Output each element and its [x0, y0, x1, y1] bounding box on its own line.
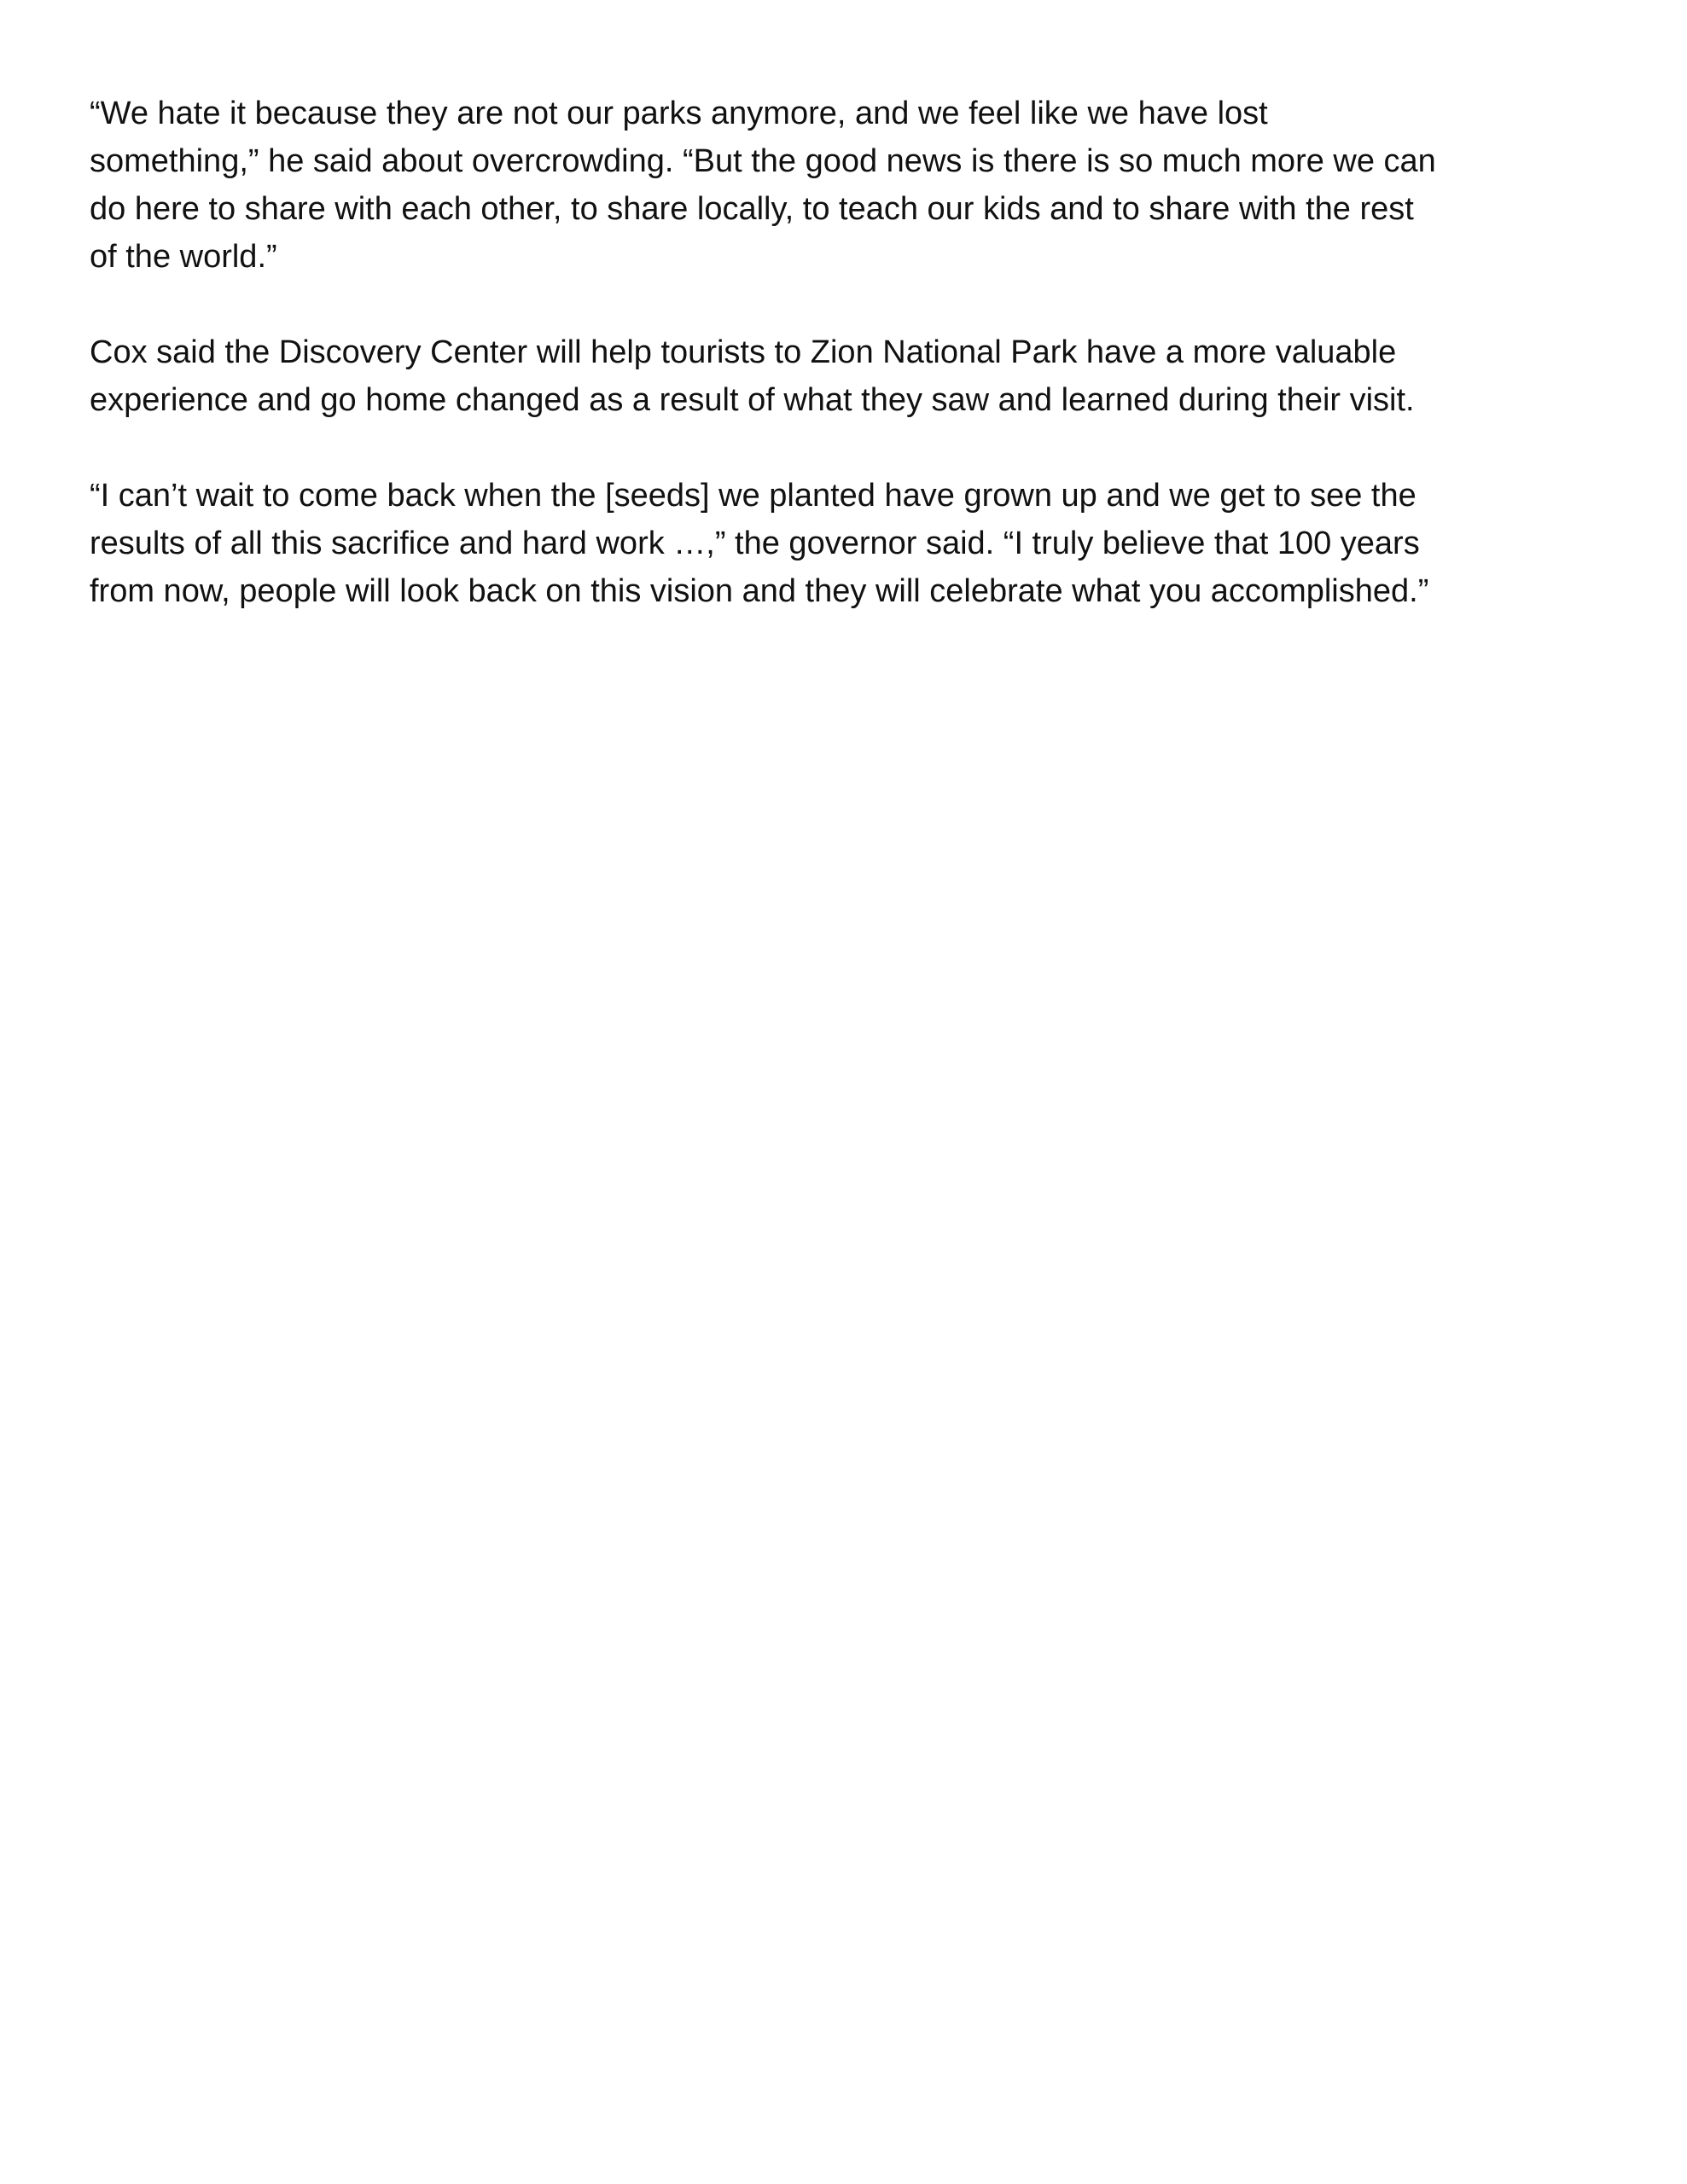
document-body [90, 90, 1608, 615]
paragraph-line: something,” he said about overcrowding. “But the good news is there is so much more we can [90, 143, 1436, 179]
paragraph-2 [90, 328, 1608, 424]
paragraph-line: of the world.” [90, 239, 277, 275]
paragraph-line: Cox said the Discovery Center will help tourists to Zion National Park have a more valuable [90, 334, 1397, 370]
paragraph-line: “We hate it because they are not our parks anymore, and we feel like we have lost [90, 96, 1268, 131]
paragraph-line: “I can’t wait to come back when the [seeds] we planted have grown up and we get to see the [90, 478, 1416, 514]
paragraph-line: experience and go home changed as a result of what they saw and learned during their visit. [90, 382, 1415, 418]
paragraph-line: results of all this sacrifice and hard work …,” the governor said. “I truly believe that 100 years [90, 526, 1420, 561]
paragraph-line: from now, people will look back on this vision and they will celebrate what you accomplished.” [90, 573, 1429, 609]
paragraph-3 [90, 472, 1608, 615]
paragraph-line: do here to share with each other, to share locally, to teach our kids and to share with the rest [90, 191, 1414, 227]
paragraph-1 [90, 90, 1608, 281]
